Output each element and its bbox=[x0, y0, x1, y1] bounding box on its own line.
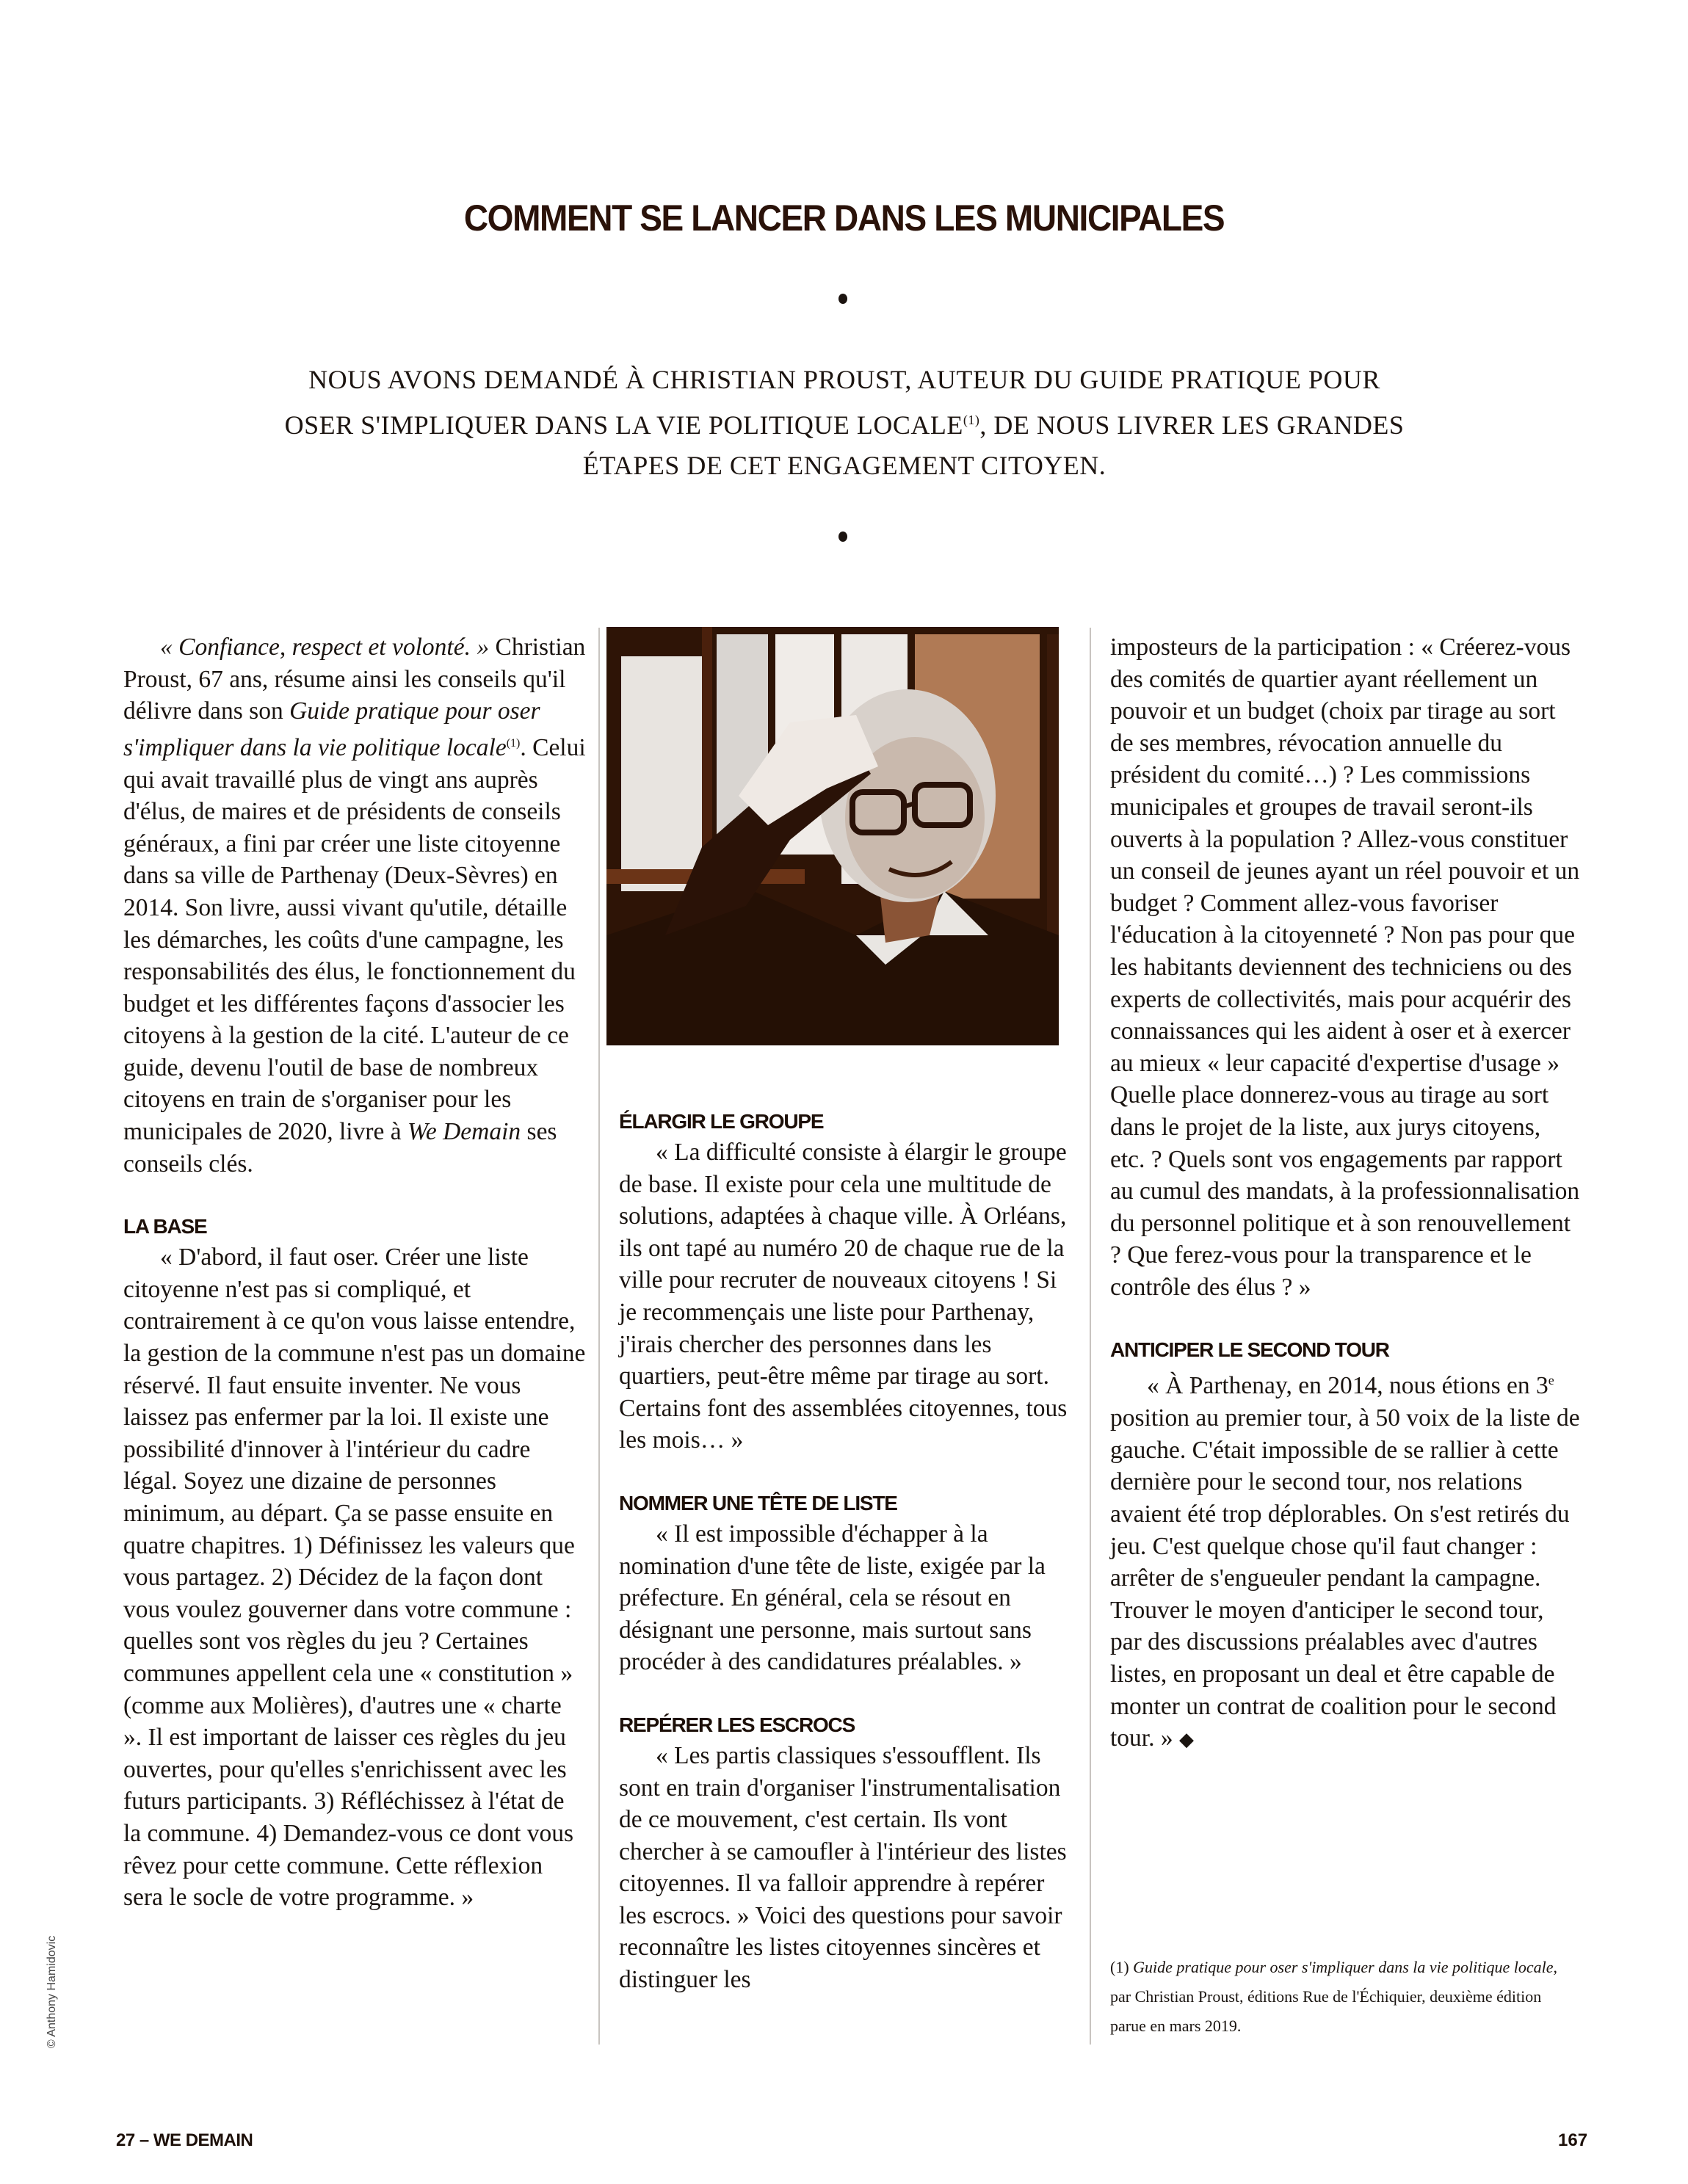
lead-text: Christian Proust, 67 ans, résume ainsi les conseils qu'il délivre dans son bbox=[123, 634, 586, 725]
separator-dot-icon bbox=[838, 294, 847, 304]
section-text-reperer-les-escrocs: « Les partis classiques s'essoufflent. Ils sont en train d'organiser l'instrumentalisation de ce mouvement, c'est certain. Ils vont chercher à se camoufler à l'intérieur des listes citoyennes. Il va falloir apprendre à repérer les escrocs. » Voici des questions pour savoir reconnaître les listes citoyennes sincères et distinguer les bbox=[619, 1741, 1067, 1994]
lead-text: . Celui qui avait travaillé plus de vingt ans auprès d'élus, de maires et de présidents de conseils généraux, a fini par créer une liste citoyenne dans sa ville de Parthenay (Deux-Sèvres) en 2014. Son livre, aussi vivant qu'utile, détaille les démarches, les coûts d'une campagne, les responsabilités des élus, le fonctionnement du budget et les différentes façons d'associer les citoyens à la gestion de la cité. L'auteur de ce guide, devenu l'outil de base de nombreux citoyens en train de s'organiser pour les municipales de 2020, livre à bbox=[123, 733, 586, 1146]
section-heading-reperer-les-escrocs: REPÉRER LES ESCROCS bbox=[619, 1713, 855, 1736]
magazine-name: We Demain bbox=[407, 1118, 521, 1146]
column-2 bbox=[619, 1107, 1078, 1996]
column-divider bbox=[598, 628, 600, 2045]
folio-magazine: 27 – WE DEMAIN bbox=[116, 2130, 253, 2150]
lead-text: ses conseils clés. bbox=[123, 1118, 557, 1178]
section-text-part: position au premier tour, à 50 voix de la liste de gauche. C'était impossible de se rallier à cette dernière pour le second tour, nos relations avaient été trop déplorables. On s'est retirés du jeu. C'est quelque chose qu'il faut changer : arrêter de s'engueuler pendant la campagne. Trouver le moyen d'anticiper le second tour, par des discussions préalables avec d'autres listes, en proposant un deal et être capable de monter un contrat de coalition pour le second tour. » bbox=[1110, 1404, 1580, 1752]
intro-footnote-ref: (1) bbox=[963, 413, 980, 427]
column-1 bbox=[123, 631, 586, 1914]
section-text-elargir-le-groupe: « La difficulté consiste à élargir le groupe de base. Il existe pour cela une multitude de solutions, adaptées à chaque ville. À Orléans, ils ont tapé au numéro 20 de chaque rue de la ville pour recruter de nouveaux citoyens ! Si je recommençais une liste pour Parthenay, j'irais chercher des personnes dans les quartiers, peut-être même par tirage au sort. Certains font des assemblées citoyennes, tous les mois… » bbox=[619, 1139, 1068, 1454]
footnote bbox=[1110, 1953, 1580, 2041]
footnote-ref: (1) bbox=[506, 736, 521, 750]
lead-quote: « Confiance, respect et volonté. » bbox=[160, 634, 490, 661]
portrait-illustration bbox=[606, 627, 1059, 1045]
separator-dot-icon bbox=[838, 532, 847, 542]
section-text-part: « À Parthenay, en 2014, nous étions en 3 bbox=[1147, 1372, 1548, 1400]
footnote-number: (1) bbox=[1110, 1958, 1129, 1976]
section-heading-nommer-tete-de-liste: NOMMER UNE TÊTE DE LISTE bbox=[619, 1491, 897, 1514]
section-text-anticiper-second-tour bbox=[1110, 1365, 1580, 1755]
footnote-text: , par Christian Proust, éditions Rue de l'Échiquier, deuxième édition parue en mars 2019. bbox=[1110, 1958, 1558, 2035]
column-3 bbox=[1110, 631, 1580, 1756]
section-heading-anticiper-second-tour: ANTICIPER LE SECOND TOUR bbox=[1110, 1338, 1389, 1362]
article-intro bbox=[279, 360, 1410, 486]
article-title: COMMENT SE LANCER DANS LES MUNICIPALES bbox=[463, 197, 1225, 239]
section-heading-elargir-le-groupe: ÉLARGIR LE GROUPE bbox=[619, 1110, 824, 1133]
ordinal-sup: e bbox=[1548, 1373, 1554, 1388]
footnote-book-title: Guide pratique pour oser s'impliquer dans la vie politique locale bbox=[1133, 1958, 1554, 1976]
intro-text: NOUS AVONS DEMANDÉ À CHRISTIAN PROUST, AUTEUR DU GUIDE PRATIQUE POUR OSER S'IMPLIQUER DANS LA VIE POLITIQUE LOCALE bbox=[284, 365, 1380, 440]
section-text-nommer-tete-de-liste: « Il est impossible d'échapper à la nomination d'une tête de liste, exigée par la préfecture. En général, cela se résout en désignant une personne, mais surtout sans procéder à des candidatures préalables. » bbox=[619, 1520, 1046, 1676]
section-text-la-base: « D'abord, il faut oser. Créer une liste citoyenne n'est pas si compliqué, et contrairement à ce qu'on vous laisse entendre, la gestion de la commune n'est pas un domaine réservé. Il faut ensuite inventer. Ne vous laissez pas enfermer par la loi. Il existe une possibilité d'innover à l'intérieur du cadre légal. Soyez une dizaine de personnes minimum, au départ. Ça se passe ensuite en quatre chapitres. 1) Définissez les valeurs que vous partagez. 2) Décidez de la façon dont vous voulez gouverner dans votre commune : quelles sont vos règles du jeu ? Certaines communes appellent cela une « constitution » (comme aux Molières), d'autres une « charte ». Il est important de laisser ces règles du jeu ouvertes, pour qu'elles s'enrichissent avec les futurs participants. 3) Réfléchissez à l'état de la commune. 4) Demandez-vous ce dont vous rêvez pour cette commune. Cette réflexion sera le socle de votre programme. » bbox=[123, 1244, 586, 1912]
continued-text: imposteurs de la participation : « Créerez-vous des comités de quartier ayant réellement un pouvoir et un budget (choix par tirage au sort de ses membres, révocation annuelle du président du comité…) ? Les commissions municipales et groupes de travail seront-ils ouverts à la population ? Allez-vous constituer un conseil de jeunes ayant un réel pouvoir et un budget ? Comment allez-vous favoriser l'éducation à la citoyenneté ? Non pas pour que les habitants deviennent des techniciens ou des experts de collectivités, mais pour acquérir des connaissances qui les aident à oser et à exercer au mieux « leur capacité d'expertise d'usage » Quelle place donnerez-vous au tirage au sort dans le projet de la liste, aux jurys citoyens, etc. ? Quels sont vos engagements par rapport au cumul des mandats, à la professionnalisation du personnel politique et à son renouvellement ? Que ferez-vous pour la transparence et le contrôle des élus ? » bbox=[1110, 634, 1580, 1301]
section-heading-la-base: LA BASE bbox=[123, 1215, 207, 1238]
end-diamond-icon: ◆ bbox=[1179, 1729, 1194, 1751]
lead-paragraph bbox=[123, 631, 586, 1180]
book-title: Guide pratique pour oser s'impliquer dans la vie politique locale bbox=[123, 697, 540, 761]
page-number: 167 bbox=[1558, 2130, 1588, 2150]
intro-text-end: , DE NOUS LIVRER LES GRANDES ÉTAPES DE CET ENGAGEMENT CITOYEN. bbox=[582, 410, 1405, 480]
photo-credit: © Anthony Hamidovic bbox=[46, 1935, 58, 2048]
column-divider bbox=[1090, 628, 1091, 2045]
portrait-photo bbox=[606, 627, 1059, 1045]
